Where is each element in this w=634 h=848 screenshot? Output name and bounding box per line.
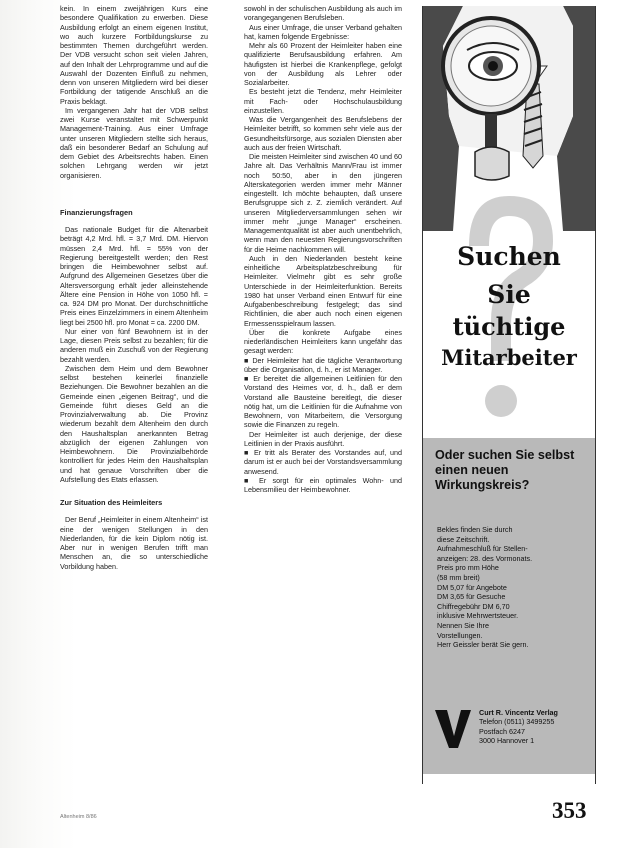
ad-info-line: Preis pro mm Höhe — [437, 563, 499, 573]
bullet-item: ■ Er bereitet die allgemeinen Leitlinien für den Vorstand des Heimes vor, d. h., daß er dem Vorstand alle Bausteine bereitlegt, die dieser nötig hat, um die Leitlinien für die Aufnahme von Bewohnern, von Mitarbeitern, die Versorgung sowie die Finanzen zu regeln. — [244, 374, 403, 430]
paragraph: kein. In einem zweijährigen Kurs eine besondere Qualifikation zu erwerben. Diese Ausbildung erfolgt an einem eigenen Institut, wo auch kurzere Fortbildungskurse zu bestimmten Themen durchgeführt werden. Der VDB versucht schon seit vielen Jahren, auf den Inhalt der Lehrprogramme und auf die Auswahl der Dozenten Einfluß zu nehmen, denn von unseren Mitgliedern wird bei dieser Fortbildung der tatigende Anschluß an die Praxis beklagt. — [60, 4, 208, 106]
bullet-item: ■ Der Heimleiter hat die tägliche Verantwortung über die Organisation, d. h., er ist Manager. — [244, 355, 403, 374]
ad-info-line: Vorstellungen. — [437, 630, 483, 640]
bullet-square-icon: ■ — [244, 475, 260, 485]
ad-info-line: Aufnahmeschluß für Stellen- — [437, 544, 528, 554]
ad-info-line: Nennen Sie Ihre — [437, 620, 489, 630]
paragraph: Über die konkrete Aufgabe eines niederländischen Heimleiters kann ungefähr das gesagt werden: — [244, 327, 402, 356]
paragraph: Die meisten Heimleiter sind zwischen 40 und 60 Jahre alt. Das Verhältnis Mann/Frau ist immer noch 50:50, aber in den jüngeren Alterskategorien werden immer mehr Männer eingestellt. Ich möchte behaupten, daß unsere Berufsgruppe sich z. Z. ziemlich verändert. Auf unseren Mitgliederversammlungen sehen wir immer mehr „junge Manager“ erscheinen. Managementqualität ist aber auch unentbehrlich, wenn man den neuesten Regierungsvorschriften für die Heime nachkommen will. — [244, 152, 403, 254]
paragraph: Es besteht jetzt die Tendenz, mehr Heimleiter mit Fach- oder Hochschulausbildung einzustellen. — [244, 87, 402, 115]
ad-info-line: inklusive Mehrwertsteuer. — [437, 611, 519, 621]
svg-text:V: V — [433, 708, 434, 709]
paragraph: Im vergangenen Jahr hat der VDB selbst zwei Kurse veranstaltet mit Schwerpunkt Management-Training. Aus einer Umfrage unter unseren Mitgliedern stellte sich heraus, daß ein besonderer Bedarf an Schulung auf dem Gebiet des Arbeitsrechts haben. Einen solchen Lehrgang werden wir jetzt organisieren. — [60, 105, 208, 180]
publisher-city: 3000 Hannover 1 — [479, 736, 535, 746]
ad-info-line: DM 5,07 für Angebote — [437, 582, 507, 592]
paragraph: sowohl in der schulischen Ausbildung als auch im vorangegangenen Berufsleben. — [244, 4, 402, 23]
bullet-item: ■ Er tritt als Berater des Vorstandes auf, und darum ist er auch bei der Vorstandsversammlung anwesend. — [244, 448, 403, 476]
bullet-item: ■ Er sorgt für ein optimales Wohn- und Lebensmilieu der Heimbewohner. — [244, 475, 403, 494]
ad-info-line: anzeigen: 28. des Vormonats. — [437, 553, 533, 563]
publisher-name: Curt R. Vincentz Verlag — [479, 708, 558, 717]
paragraph: Der Beruf „Heimleiter in einem Altenheim“ ist eine der wenigen Stellungen in den Niederlanden, für die kein Diplom nötig ist. Aber nur in wenigen Berufen trifft man Menschen an, die so unterschiedliche Vorbildung haben. — [60, 515, 208, 571]
paragraph: Mehr als 60 Prozent der Heimleiter haben eine qualifizierte Berufsausbildung erfahren. Am häufigsten ist hierbei die Krankenpflege, gefolgt von der Ausbildung als Lehrer oder Sozialarbeiter. — [244, 41, 402, 87]
section-heading-situation: Zur Situation des Heimleiters — [60, 498, 163, 507]
text-column-left — [60, 4, 208, 571]
publisher-phone: Telefon (0511) 3499255 — [479, 717, 555, 727]
job-advertisement — [422, 6, 596, 784]
ad-info-line: diese Zeitschrift. — [437, 534, 490, 544]
section-heading-finance: Finanzierungsfragen — [60, 207, 133, 217]
ad-info-line: Chiffregebühr DM 6,70 — [437, 601, 510, 611]
publisher-contact — [479, 708, 558, 746]
publisher-logo-icon — [433, 708, 473, 750]
bullet-square-icon: ■ — [244, 374, 254, 383]
ad-subheadline: Oder suchen Sie selbst einen neuen Wirkungskreis? — [435, 448, 575, 492]
paragraph: Der Heimleiter ist auch derjenige, der diese Leitlinien in der Praxis ausführt. — [244, 429, 402, 448]
paragraph: Zwischen dem Heim und dem Bewohner selbst bestehen keinerlei finanzielle Beziehungen. Die Bewohner bezahlen an die Gemeinde einen „eigenen Beitrag“, und die Gemeinde führt dieses Geld an die Provinzialverwaltung ab. Die Provinz wiederum bezahlt dem Altenheim den durch den Haushaltsplan anerkannten Betrag abzüglich der eigenen Zahlungen von Heimbewohnern. Die Provinzialbehörde kontrolliert für jedes Heim den Haushaltsplan und hat genaue Vorschriften über die Aufstellung des Etats erlassen. — [60, 363, 208, 484]
paragraph: Nur einer von fünf Bewohnern ist in der Lage, diesen Preis selbst zu bezahlen; für die anderen muß ein Zuschuß von der Regierung bezahlt werden. — [60, 326, 208, 364]
ad-headline-line: Sie — [487, 280, 531, 309]
ad-headline-line: Mitarbeiter — [441, 345, 577, 370]
paragraph: Aus einer Umfrage, die unser Verband gehalten hat, kamen folgende Ergebnisse: — [244, 22, 402, 41]
page-number: 353 — [552, 798, 587, 823]
ad-headline-line: Suchen — [457, 242, 561, 271]
bullet-square-icon: ■ — [244, 448, 254, 457]
paragraph: Das nationale Budget für die Altenarbeit beträgt 4,2 Mrd. hfl. = 3,7 Mrd. DM. Hiervon müssen 2,4 Mrd. hfl. = 55% von der Regierung bereitgestellt werden; den Rest bringen die Heimbewohner selbst auf. Aufgrund des Allgemeinen Gesetzes über die Altersversorgung erhält jeder alleinstehende Ältere eine Pension in Höhe von 1050 hfl. = ca. 924 DM pro Monat. Der durchschnittliche Preis eines Einzelzimmers in einem Altenheim liegt bei 2500 hfl. pro Monat = ca. 2200 DM. — [60, 225, 208, 327]
question-mark-background-icon — [449, 186, 569, 436]
ad-info-line: (58 mm breit) — [437, 572, 480, 582]
footer-note: Altenheim 8/86 — [60, 814, 97, 820]
bullet-square-icon: ■ — [244, 355, 253, 365]
ad-info-line: DM 3,65 für Gesuche — [437, 592, 506, 602]
ad-info-text — [437, 525, 587, 650]
paragraph: Was die Vergangenheit des Berufslebens der Heimleiter betrifft, so kommen sehr viele aus der Gesundheitsfürsorge, aus sozialen Diensten aber auch aus der freien Wirtschaft. — [244, 115, 402, 152]
ad-info-line: Herr Geissler berät Sie gern. — [437, 640, 529, 650]
paragraph: Auch in den Niederlanden besteht keine einheitliche Arbeitsplatzbeschreibung für Heimleiter. Vielmehr gibt es sehr große Unterschiede in der Heimleiterfunktion. Bereits 1980 hat unser Verband einen Entwurf für eine Aufgabenbeschreibung festgelegt; das sind Richtlinien, die aber auch noch einen eigenen Ermessensspielraum lassen. — [244, 253, 402, 328]
ad-headline-line: tüchtige — [452, 312, 566, 341]
publisher-postbox: Postfach 6247 — [479, 726, 525, 736]
text-column-middle — [244, 4, 402, 494]
ad-info-line: Bekles finden Sie durch — [437, 525, 513, 534]
